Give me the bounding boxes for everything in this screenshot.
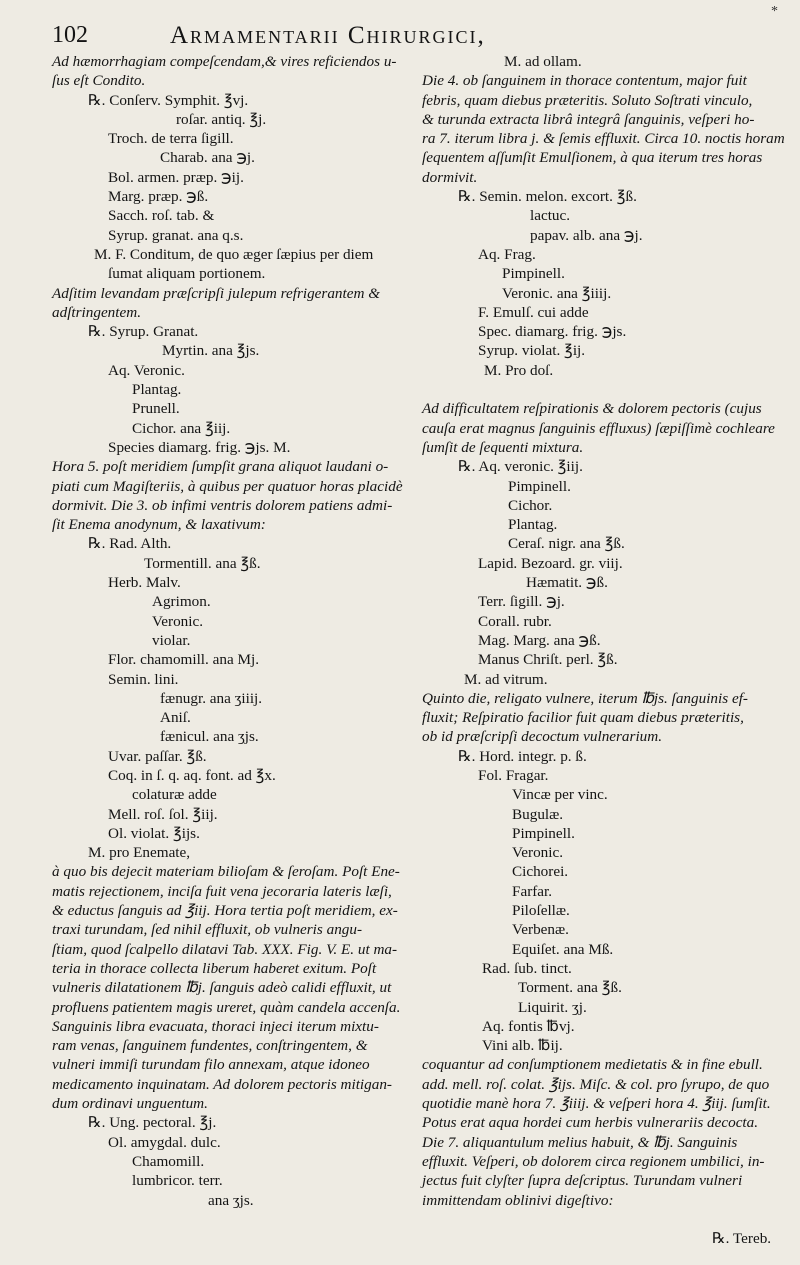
left-column-line: ana ʒjs. bbox=[208, 1191, 254, 1209]
right-column-line: Corall. rubr. bbox=[478, 612, 552, 630]
left-column-line: Herb. Malv. bbox=[108, 574, 181, 592]
right-column-line: ℞. Semin. melon. excort. ℥ß. bbox=[458, 188, 637, 206]
left-column-line: fænugr. ana ʒiiij. bbox=[160, 689, 263, 707]
left-column-line: Ol. violat. ℥ijs. bbox=[108, 824, 200, 842]
left-column-line: dum ordinavi unguentum. bbox=[52, 1095, 208, 1113]
left-column-line: traxi turundam, ſed nihil effluxit, ob vulneris angu- bbox=[52, 921, 363, 939]
left-column-line: Myrtin. ana ℥js. bbox=[162, 342, 260, 360]
right-column-line: M. ad ollam. bbox=[504, 53, 582, 70]
left-column-line: Flor. chamomill. ana Mj. bbox=[108, 651, 260, 669]
left-column-line: Sanguinis libra evacuata, thoraci injeci iterum mixtu- bbox=[52, 1017, 379, 1035]
right-column-line: M. Pro doſ. bbox=[484, 361, 554, 379]
right-column-line: immittendam oblinivi digeſtivo: bbox=[422, 1191, 614, 1209]
left-column-line: Species diamarg. frig. ℈js. M. bbox=[108, 438, 291, 456]
right-column-line: ℞. Tereb. bbox=[712, 1230, 772, 1248]
right-column-line: Aq. fontis ℔vj. bbox=[482, 1017, 575, 1035]
left-column-line: Syrup. granat. ana q.s. bbox=[108, 226, 244, 244]
left-column-line: ſus eſt Condito. bbox=[52, 72, 146, 90]
right-column-line: Ceraſ. nigr. ana ℥ß. bbox=[508, 535, 625, 553]
left-column-line: Ol. amygdal. dulc. bbox=[108, 1133, 221, 1151]
right-column-line: Pimpinell. bbox=[508, 477, 571, 495]
right-column-line: Quinto die, religato vulnere, iterum ℔js. ſanguinis ef- bbox=[422, 689, 748, 707]
left-column-line: Mell. roſ. ſol. ℥iij. bbox=[108, 805, 218, 823]
left-column-line: Aq. Veronic. bbox=[108, 361, 185, 379]
right-column-line: Rad. ſub. tinct. bbox=[482, 959, 572, 977]
left-column-line: adſtringentem. bbox=[52, 303, 142, 321]
left-column-line: Bol. armen. præp. ℈ij. bbox=[108, 168, 244, 186]
page-number: 102 bbox=[52, 22, 88, 48]
right-column-line: dormivit. bbox=[422, 168, 478, 186]
left-column-line: M. F. Conditum, de quo æger ſæpius per diem bbox=[94, 245, 374, 263]
right-column-line: Terr. ſigill. ℈j. bbox=[478, 593, 565, 611]
left-column-line: Aniſ. bbox=[160, 709, 191, 727]
left-column-line: lumbricor. terr. bbox=[132, 1172, 223, 1190]
right-column-line: Cichor. bbox=[508, 496, 553, 514]
left-column-line: Tormentill. ana ℥ß. bbox=[144, 554, 261, 572]
right-column-line: ſequentem aſſumſit Emulſionem, à qua iterum tres horas bbox=[422, 149, 763, 167]
left-column-line: Ad hæmorrhagiam compeſcendam,& vires reficiendos u- bbox=[52, 53, 397, 70]
right-column-line: ra 7. iterum libra j. & ſemis effluxit. Circa 10. noctis horam bbox=[422, 130, 785, 148]
left-column-line: ram venas, ſanguinem fundentes, conſtringentem, & bbox=[52, 1037, 368, 1055]
left-column-line: colaturæ adde bbox=[132, 786, 217, 804]
right-column-line: Hæmatit. ℈ß. bbox=[526, 574, 608, 592]
right-column-line: Piloſellæ. bbox=[512, 902, 570, 920]
left-column-line: dormivit. Die 3. ob infimi ventris dolorem patiens admi- bbox=[52, 496, 393, 514]
right-column-line: Farfar. bbox=[512, 882, 553, 900]
right-column-line: Ad difficultatem reſpirationis & dolorem pectoris (cujus bbox=[422, 400, 762, 418]
left-column-line: ſtiam, quod ſcalpello dilatavi Tab. XXX. Fig. V. E. ut ma- bbox=[52, 940, 398, 958]
right-column-line: F. Emulſ. cui adde bbox=[478, 303, 589, 321]
right-column-line: Liquirit. ʒj. bbox=[518, 998, 587, 1016]
corner-mark: * bbox=[771, 4, 778, 19]
left-column-line: ſumat aliquam portionem. bbox=[108, 265, 266, 283]
right-column-line: Fol. Fragar. bbox=[478, 766, 549, 784]
left-column-line: Agrimon. bbox=[152, 593, 211, 611]
left-column-line: ℞. Ung. pectoral. ℥j. bbox=[88, 1114, 217, 1132]
right-column-line: Potus erat aqua hordei cum herbis vulnerariis decocta. bbox=[422, 1114, 759, 1132]
right-column-line: Spec. diamarg. frig. ℈js. bbox=[478, 323, 627, 341]
right-column-line: Torment. ana ℥ß. bbox=[518, 979, 622, 997]
left-column-line: violar. bbox=[152, 631, 191, 649]
right-column-line: effluxit. Veſperi, ob dolorem circa regionem umbilici, in- bbox=[422, 1152, 765, 1170]
right-column-line: M. ad vitrum. bbox=[464, 670, 548, 688]
left-column-line: Semin. lini. bbox=[108, 670, 179, 688]
left-column-line: Veronic. bbox=[152, 612, 204, 630]
right-column-line: Die 4. ob ſanguinem in thorace contentum, major fuit bbox=[422, 72, 747, 90]
right-column-line: Plantag. bbox=[508, 516, 558, 534]
right-column-line: coquantur ad conſumptionem medietatis & in fine ebull. bbox=[422, 1056, 763, 1074]
left-column-line: M. pro Enemate, bbox=[88, 844, 191, 862]
left-column-line: & eductus ſanguis ad ℥iij. Hora tertia poſt meridiem, ex- bbox=[52, 902, 398, 920]
running-head bbox=[170, 22, 486, 50]
right-column-line: fluxit; Reſpiratio facilior fuit quam diebus præteritis, bbox=[422, 709, 744, 727]
left-column-line: matis rejectionem, inciſa fuit vena jecoraria lateris læſi, bbox=[52, 882, 392, 900]
page-header bbox=[52, 22, 752, 50]
left-column-line: Cichor. ana ℥iij. bbox=[132, 419, 231, 437]
left-column-line: à quo bis dejecit materiam bilioſam & ſeroſam. Poſt Ene- bbox=[52, 863, 400, 881]
right-column-line: ℞. Aq. veronic. ℥iij. bbox=[458, 458, 583, 476]
left-column-line: Hora 5. poſt meridiem ſumpſit grana aliquot laudani o- bbox=[52, 458, 389, 476]
right-column-line: Equiſet. ana Mß. bbox=[512, 940, 614, 958]
right-column-line: Verbenæ. bbox=[512, 921, 569, 939]
left-column-line: ℞. Conſerv. Symphit. ℥vj. bbox=[88, 91, 249, 109]
left-column-line: ℞. Syrup. Granat. bbox=[88, 323, 199, 341]
right-column-line: febris, quam diebus præteritis. Soluto Soſtrati vinculo, bbox=[422, 91, 753, 109]
left-column-line: teria in thorace collecta liberum haberet exitum. Poſt bbox=[52, 959, 377, 977]
right-column-line: Die 7. aliquantulum melius habuit, & ℔j. Sanguinis bbox=[422, 1133, 738, 1151]
right-column-line: Lapid. Bezoard. gr. viij. bbox=[478, 554, 623, 572]
right-column bbox=[422, 52, 792, 1248]
left-column-line: Charab. ana ℈j. bbox=[160, 149, 255, 167]
left-column-line: Marg. præp. ℈ß. bbox=[108, 188, 209, 206]
left-column-line: Uvar. paſſar. ℥ß. bbox=[108, 747, 207, 765]
right-column-line: cauſa erat magnus ſanguinis effluxus) ſæpiſſimè cochleare bbox=[422, 419, 775, 437]
left-column-line: Chamomill. bbox=[132, 1152, 205, 1170]
right-column-line: & turunda extracta librâ integrâ ſanguinis, veſperi ho- bbox=[422, 110, 755, 128]
left-column-line: medicamento inquinatam. Ad dolorem pectoris mitigan- bbox=[52, 1075, 392, 1093]
right-column-line: lactuc. bbox=[530, 207, 571, 225]
right-column-line: Manus Chriſt. perl. ℥ß. bbox=[478, 651, 618, 669]
left-column-line: Prunell. bbox=[132, 400, 180, 418]
left-column-line: Troch. de terra ſigill. bbox=[108, 130, 234, 148]
right-column-line: Syrup. violat. ℥ij. bbox=[478, 342, 586, 360]
left-column-line: Adſitim levandam præſcripſi julepum refrigerantem & bbox=[52, 284, 381, 302]
right-column-line: quotidie manè hora 7. ℥iiij. & veſperi hora 4. ℥iij. ſumſit. bbox=[422, 1095, 771, 1113]
right-column-line: Veronic. ana ℥iiij. bbox=[502, 284, 612, 302]
left-column-line: roſar. antiq. ℥j. bbox=[176, 110, 267, 128]
left-column bbox=[52, 52, 408, 1210]
right-column-line: Veronic. bbox=[512, 844, 564, 862]
right-column-line: ob id præſcripſi decoctum vulnerarium. bbox=[422, 728, 663, 746]
left-column-line: piati cum Magiſteriis, à quibus per quatuor horas placidè bbox=[52, 477, 403, 495]
left-column-line: Plantag. bbox=[132, 381, 182, 399]
right-column-line: jectus fuit clyſter ſupra deſcriptus. Turundam vulneri bbox=[422, 1172, 743, 1190]
right-column-line: Bugulæ. bbox=[512, 805, 564, 823]
left-column-line: vulneris dilatationem ℔j. ſanguis adeò calidi effluxit, ut bbox=[52, 979, 392, 997]
right-column-line bbox=[422, 1210, 792, 1229]
left-column-line: ℞. Rad. Alth. bbox=[88, 535, 172, 553]
right-column-line: ſumſit de ſequenti mixtura. bbox=[422, 438, 584, 456]
running-head-text: Armamentarii Chirurgici, bbox=[170, 22, 486, 49]
right-column-line: Aq. Frag. bbox=[478, 245, 536, 263]
right-column-line: Cichorei. bbox=[512, 863, 569, 881]
right-column-line: add. mell. roſ. colat. ℥ijs. Miſc. & col. pro ſyrupo, de quo bbox=[422, 1075, 770, 1093]
left-column-line: vulneri immiſi turundam filo annexam, atque idoneo bbox=[52, 1056, 370, 1074]
left-column-line: profluens patientem magis ureret, quàm candela accenſa. bbox=[52, 998, 401, 1016]
right-column-line bbox=[422, 380, 792, 399]
right-column-line: Mag. Marg. ana ℈ß. bbox=[478, 631, 601, 649]
right-column-line: Vini alb. ℔ij. bbox=[482, 1037, 563, 1055]
right-column-line: Pimpinell. bbox=[512, 824, 575, 842]
right-column-line: papav. alb. ana ℈j. bbox=[530, 226, 643, 244]
right-column-line: Pimpinell. bbox=[502, 265, 565, 283]
right-column-line: ℞. Hord. integr. p. ß. bbox=[458, 747, 587, 765]
left-column-line: ſit Enema anodynum, & laxativum: bbox=[52, 516, 266, 534]
left-column-line: fænicul. ana ʒjs. bbox=[160, 728, 259, 746]
left-column-line: Sacch. roſ. tab. & bbox=[108, 207, 215, 225]
left-column-line: Coq. in ſ. q. aq. font. ad ℥x. bbox=[108, 766, 276, 784]
right-column-line: Vincæ per vinc. bbox=[512, 786, 608, 804]
